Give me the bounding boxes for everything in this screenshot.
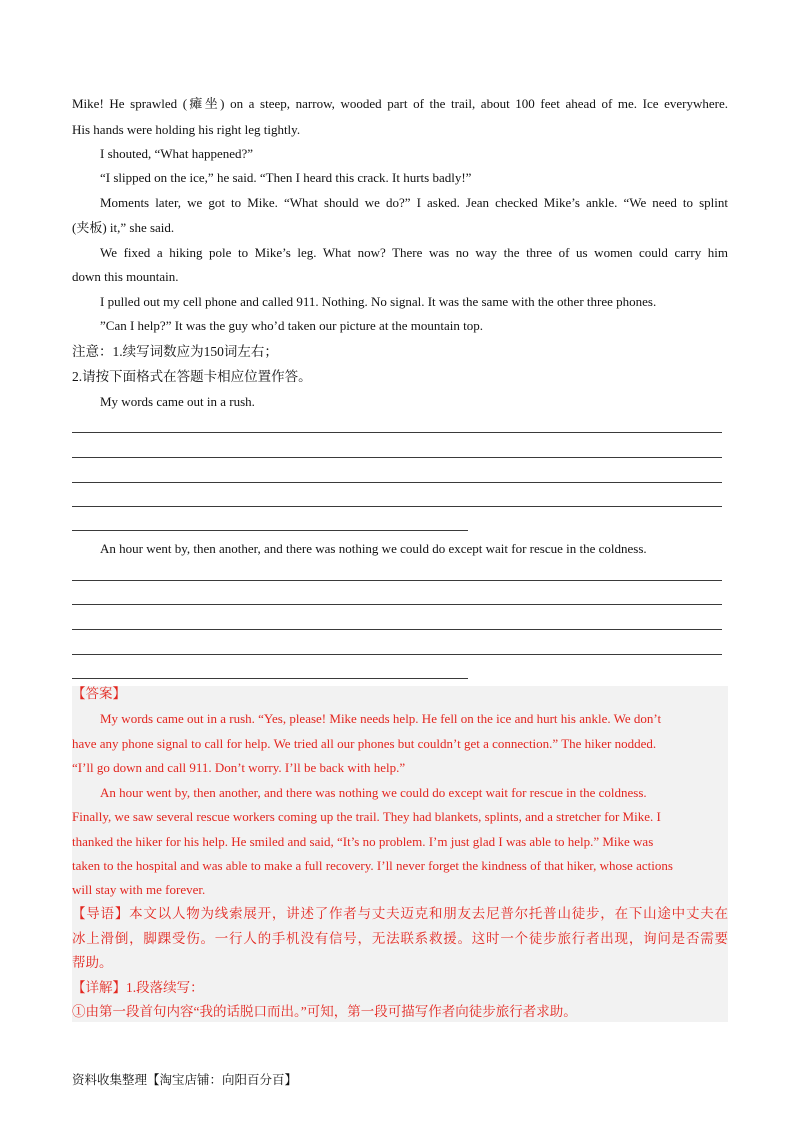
writing-line: [72, 432, 722, 433]
answer-label: 【答案】: [72, 686, 126, 701]
prompt-paragraph-1: My words came out in a rush.: [100, 394, 255, 409]
passage-line: ”Can I help?” It was the guy who’d taken our picture at the mountain top.: [100, 318, 484, 333]
writing-line: [72, 506, 722, 507]
answer-line: An hour went by, then another, and there was nothing we could do except wait for rescue in the coldness.: [100, 785, 647, 800]
note-word-count: 注意：1.续写词数应为150词左右；: [72, 344, 278, 359]
detail-line: ①由第一段首句内容“我的话脱口而出。”可知，第一段可描写作者向徒步旅行者求助。: [72, 1004, 577, 1019]
guide-label: 【导语】: [72, 906, 130, 921]
answer-line: My words came out in a rush. “Yes, please! Mike needs help. He fell on the ice and hurt his ankle. We don’t: [100, 711, 662, 726]
writing-line: [72, 604, 722, 605]
note-answer-format: 2.请按下面格式在答题卡相应位置作答。: [72, 369, 312, 384]
guide-text: 本文以人物为线索展开，讲述了作者与丈夫迈克和朋友去尼普尔托普山徒步，在下山途中丈夫在: [129, 906, 729, 921]
guide-line: 帮助。: [72, 955, 113, 970]
detail-heading: [72, 980, 204, 996]
passage-line: Mike! He sprawled (瘫坐) on a steep, narrow, wooded part of the trail, about 100 feet ahead of me. Ice everywhere.: [72, 96, 728, 111]
passage-line: Moments later, we got to Mike. “What should we do?” I asked. Jean checked Mike’s ankle. “We need to splint: [100, 195, 728, 210]
passage-line: “I slipped on the ice,” he said. “Then I heard this crack. It hurts badly!”: [100, 170, 472, 185]
prompt-paragraph-2: An hour went by, then another, and there was nothing we could do except wait for rescue in the coldness.: [100, 541, 647, 556]
page-footer: 资料收集整理【淘宝店铺：向阳百分百】: [72, 1073, 298, 1087]
writing-line: [72, 530, 468, 531]
answer-line: Finally, we saw several rescue workers coming up the trail. They had blankets, splints, and a stretcher for Mike. I: [72, 809, 661, 824]
writing-line: [72, 580, 722, 581]
passage-line: His hands were holding his right leg tightly.: [72, 122, 301, 137]
guide-line: [72, 906, 728, 922]
passage-line: I pulled out my cell phone and called 911. Nothing. No signal. It was the same with the other three phones.: [100, 294, 657, 309]
writing-line: [72, 457, 722, 458]
writing-line: [72, 654, 722, 655]
passage-line: (夹板) it,” she said.: [72, 220, 175, 235]
writing-line: [72, 482, 722, 483]
passage-line: We fixed a hiking pole to Mike’s leg. What now? There was no way the three of us women could carry him: [100, 245, 728, 260]
passage-line: down this mountain.: [72, 269, 179, 284]
answer-line: taken to the hospital and was able to make a full recovery. I’ll never forget the kindness of that hiker, whose actions: [72, 858, 673, 873]
answer-line: thanked the hiker for his help. He smiled and said, “It’s no problem. I’m just glad I was able to help.” Mike was: [72, 834, 654, 849]
passage-line: I shouted, “What happened?”: [100, 146, 254, 161]
guide-line: 冰上滑倒，脚踝受伤。一行人的手机没有信号，无法联系救援。这时一个徒步旅行者出现，询问是否需要: [72, 931, 728, 946]
detail-heading-text: 1.段落续写：: [126, 980, 204, 995]
answer-line: “I’ll go down and call 911. Don’t worry. I’ll be back with help.”: [72, 760, 406, 775]
answer-line: will stay with me forever.: [72, 882, 206, 897]
writing-line: [72, 629, 722, 630]
detail-label: 【详解】: [72, 980, 126, 995]
writing-line: [72, 678, 468, 679]
answer-line: have any phone signal to call for help. We tried all our phones but couldn’t get a connection.” The hiker nodded.: [72, 736, 657, 751]
